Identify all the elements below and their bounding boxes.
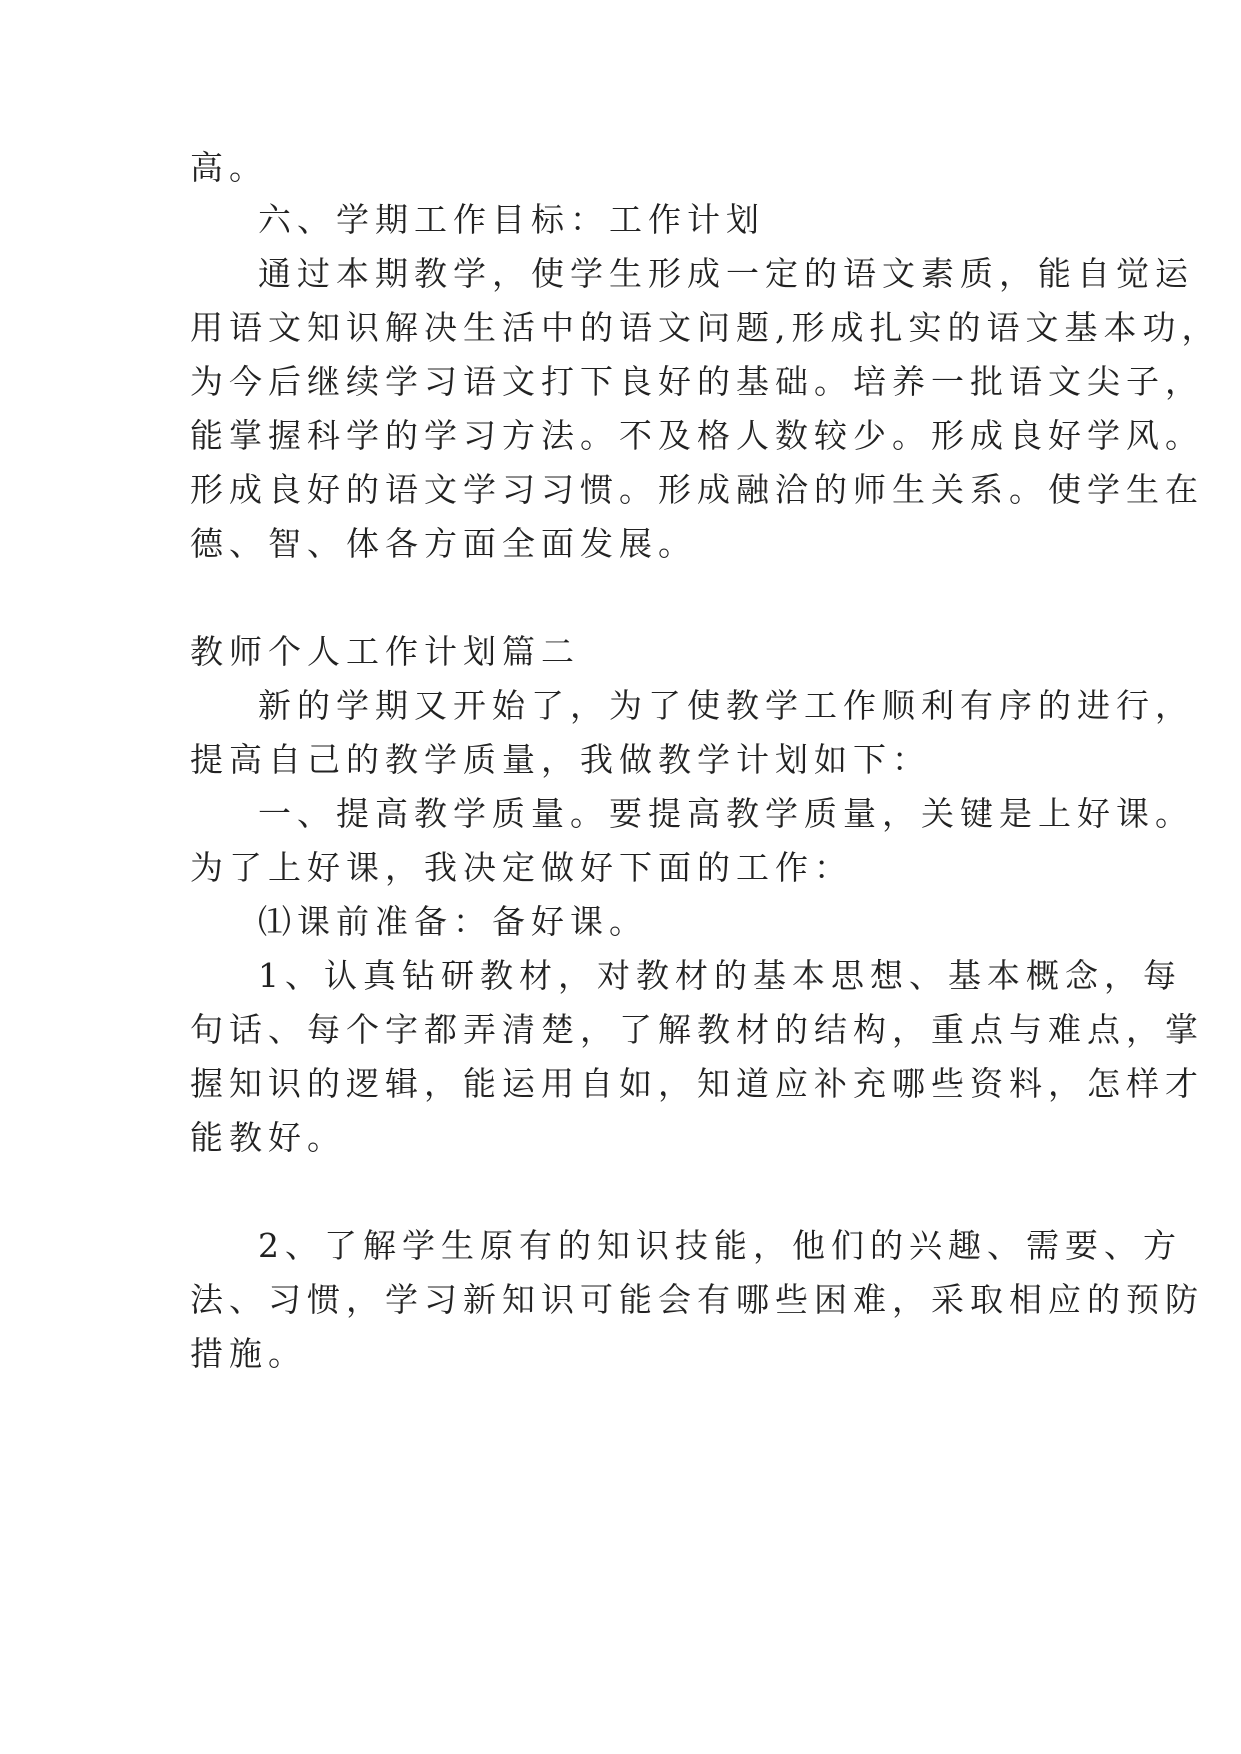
section-heading: 六、学期工作目标：工作计划 xyxy=(258,200,765,239)
item-line: 握知识的逻辑，能运用自如，知道应补充哪些资料，怎样才 xyxy=(190,1064,1204,1103)
item-line: 1、认真钻研教材，对教材的基本思想、基本概念，每 xyxy=(258,956,1182,995)
item-line: 法、习惯，学习新知识可能会有哪些困难，采取相应的预防 xyxy=(190,1280,1204,1319)
section-title: 教师个人工作计划篇二 xyxy=(190,632,580,671)
continuation-text: 高。 xyxy=(190,148,268,187)
point-line: 一、提高教学质量。要提高教学质量，关键是上好课。 xyxy=(258,794,1194,833)
item-line: 2、了解学生原有的知识技能，他们的兴趣、需要、方 xyxy=(258,1226,1182,1265)
paragraph-line: 能掌握科学的学习方法。不及格人数较少。形成良好学风。 xyxy=(190,416,1204,455)
paragraph-line: 用语文知识解决生活中的语文问题,形成扎实的语文基本功， xyxy=(190,308,1221,347)
item-line: 句话、每个字都弄清楚，了解教材的结构，重点与难点，掌 xyxy=(190,1010,1204,1049)
paragraph-line: 形成良好的语文学习习惯。形成融洽的师生关系。使学生在 xyxy=(190,470,1204,509)
paragraph-line: 通过本期教学，使学生形成一定的语文素质，能自觉运 xyxy=(258,254,1194,293)
item-line: 措施。 xyxy=(190,1334,307,1373)
intro-line: 新的学期又开始了，为了使教学工作顺利有序的进行， xyxy=(258,686,1194,725)
sub-heading: ⑴课前准备：备好课。 xyxy=(258,902,648,941)
paragraph-line: 为今后继续学习语文打下良好的基础。培养一批语文尖子， xyxy=(190,362,1204,401)
point-line: 为了上好课，我决定做好下面的工作： xyxy=(190,848,853,887)
item-line: 能教好。 xyxy=(190,1118,346,1157)
intro-line: 提高自己的教学质量，我做教学计划如下： xyxy=(190,740,931,779)
paragraph-line: 德、智、体各方面全面发展。 xyxy=(190,524,697,563)
